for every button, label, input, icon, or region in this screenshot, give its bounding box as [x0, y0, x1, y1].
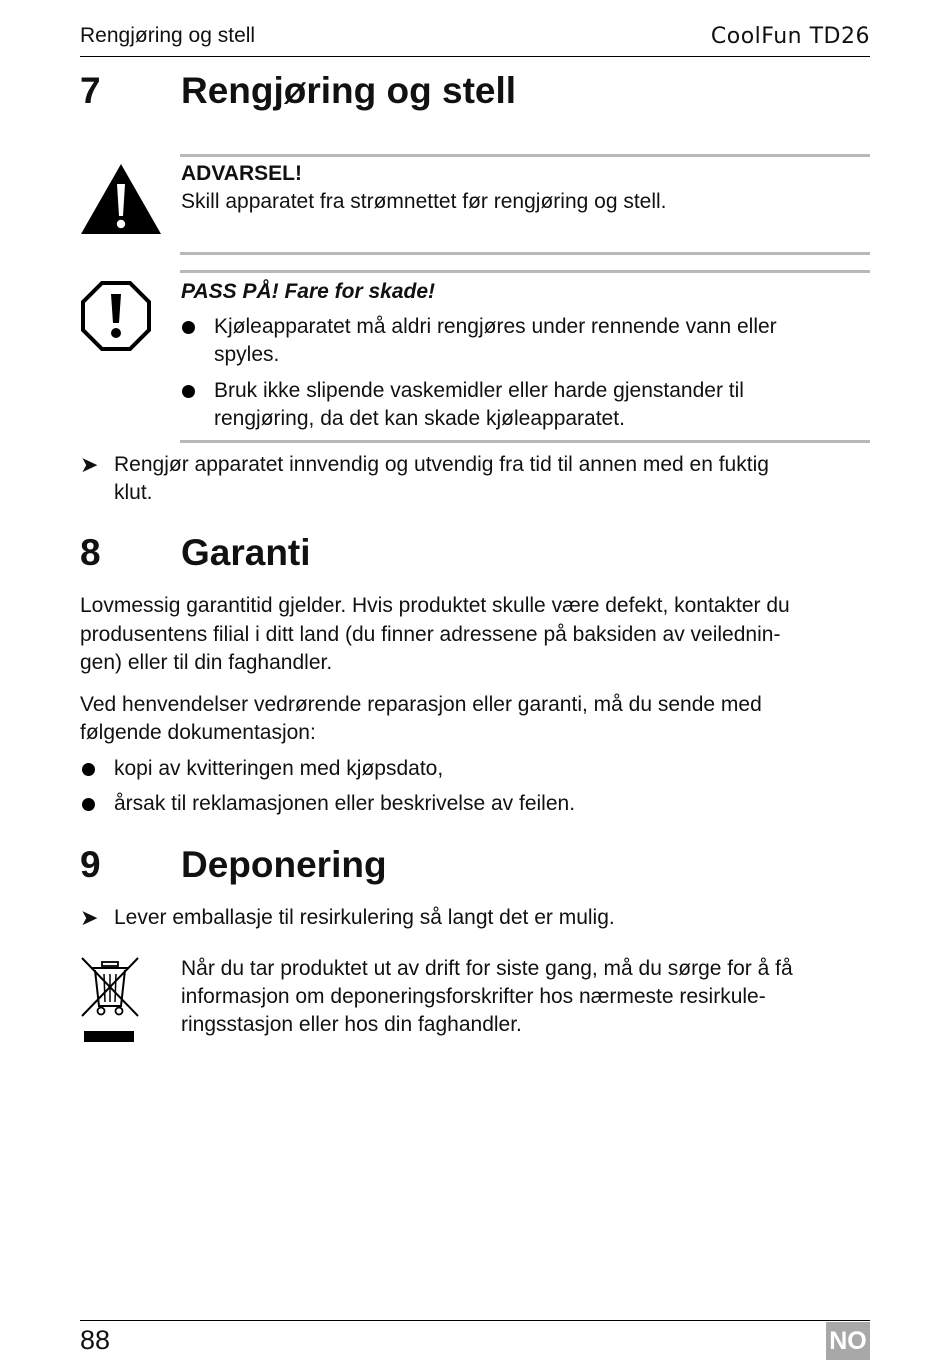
section-7-title: Rengjøring og stell [181, 70, 517, 111]
warning-bottom-rule [180, 252, 870, 255]
footer-divider [80, 1320, 870, 1321]
section-9-number: 9 [80, 844, 101, 885]
section-9-title: Deponering [181, 844, 387, 885]
bullet-icon [82, 763, 95, 776]
guarantee-para2-line2: følgende dokumentasjon: [80, 721, 316, 744]
arrow-icon: ➤ [80, 452, 99, 477]
guarantee-para1-line3: gen) eller til din faghandler. [80, 651, 333, 674]
caution-top-rule [180, 270, 870, 273]
caution-heading: PASS PÅ! Fare for skade! [181, 280, 436, 303]
disposal-note-line2: informasjon om deponeringsforskrifter hos nærmeste resirkule- [181, 985, 766, 1008]
running-header-product: CoolFun TD26 [710, 24, 870, 49]
caution-item-1-line2: spyles. [214, 343, 280, 366]
bullet-icon [182, 385, 195, 398]
disposal-note-line1: Når du tar produktet ut av drift for siste gang, må du sørge for å få [181, 957, 793, 980]
guarantee-para2-line1: Ved henvendelser vedrørende reparasjon eller garanti, må du sende med [80, 693, 762, 716]
instruction-line1: Rengjør apparatet innvendig og utvendig fra tid til annen med en fuktig [114, 453, 769, 476]
warning-heading: ADVARSEL! [181, 162, 302, 185]
caution-item-1-line1: Kjøleapparatet må aldri rengjøres under rennende vann eller [214, 315, 777, 338]
bullet-icon [182, 321, 195, 334]
disposal-note-line3: ringsstasjon eller hos din faghandler. [181, 1013, 522, 1036]
instruction-line2: klut. [114, 481, 153, 504]
caution-bottom-rule [180, 440, 870, 443]
arrow-icon: ➤ [80, 905, 99, 930]
disposal-instruction: Lever emballasje til resirkulering så langt det er mulig. [114, 906, 615, 929]
warning-text: Skill apparatet fra strømnettet før rengjøring og stell. [181, 190, 667, 213]
guarantee-item-1: kopi av kvitteringen med kjøpsdato, [114, 757, 444, 780]
section-8-title: Garanti [181, 532, 311, 573]
section-8-number: 8 [80, 532, 101, 573]
caution-octagon-icon [80, 280, 152, 352]
bullet-icon [82, 798, 95, 811]
caution-item-2-line2: rengjøring, da det kan skade kjøleapparatet. [214, 407, 625, 430]
language-badge: NO [826, 1322, 870, 1360]
guarantee-para1-line1: Lovmessig garantitid gjelder. Hvis produktet skulle være defekt, kontakter du [80, 594, 790, 617]
running-header-title: Rengjøring og stell [80, 24, 256, 47]
section-7-number: 7 [80, 70, 101, 111]
page-number: 88 [80, 1325, 111, 1355]
guarantee-item-2: årsak til reklamasjonen eller beskrivelse av feilen. [114, 792, 576, 815]
warning-top-rule [180, 154, 870, 157]
guarantee-para1-line2: produsentens filial i ditt land (du finner adressene på baksiden av veilednin- [80, 623, 781, 646]
header-divider [80, 56, 870, 57]
caution-item-2-line1: Bruk ikke slipende vaskemidler eller harde gjenstander til [214, 379, 744, 402]
weee-bin-icon [80, 956, 142, 1046]
warning-triangle-icon [80, 162, 162, 236]
